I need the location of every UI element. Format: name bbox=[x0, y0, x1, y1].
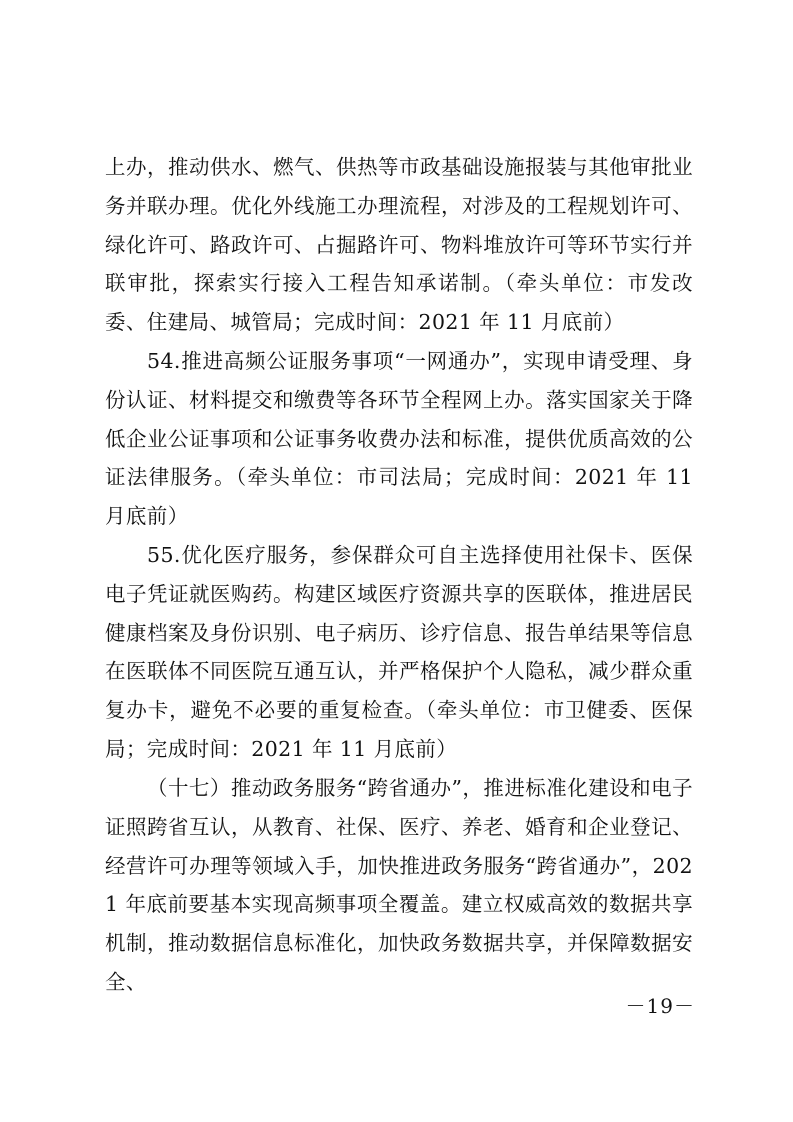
paragraph-continuation: 上办，推动供水、燃气、供热等市政基础设施报装与其他审批业务并联办理。优化外线施工办理流程，对涉及的工程规划许可、绿化许可、路政许可、占掘路许可、物料堆放许可等环节实行并联审批，探索实行接入工程告知承诺制。（牵头单位：市发改委、住建局、城管局；完成时间：2021 年 11 月底前） bbox=[105, 155, 693, 335]
paragraph-section-17: （十七）推动政务服务“跨省通办”，推进标准化建设和电子证照跨省互认，从教育、社保、医疗、养老、婚育和企业登记、经营许可办理等领域入手，加快推进政务服务“跨省通办”，2021 年底前要基本实现高频事项全覆盖。建立权威高效的数据共享机制，推动数据信息标准化，加快政务数据共享，并保障数据安全、 bbox=[105, 776, 693, 994]
page-number: －19－ bbox=[625, 994, 695, 1018]
paragraph-item-54: 54.推进高频公证服务事项“一网通办”，实现申请受理、身份认证、材料提交和缴费等各环节全程网上办。落实国家关于降低企业公证事项和公证事务收费办法和标准，提供优质高效的公证法律服务。（牵头单位：市司法局；完成时间：2021 年 11 月底前） bbox=[105, 349, 693, 529]
paragraph-item-55: 55.优化医疗服务，参保群众可自主选择使用社保卡、医保电子凭证就医购药。构建区域医疗资源共享的医联体，推进居民健康档案及身份识别、电子病历、诊疗信息、报告单结果等信息在医联体不同医院互通互认，并严格保护个人隐私，减少群众重复办卡，避免不必要的重复检查。（牵头单位：市卫健委、医保局；完成时间：2021 年 11 月底前） bbox=[105, 543, 693, 761]
